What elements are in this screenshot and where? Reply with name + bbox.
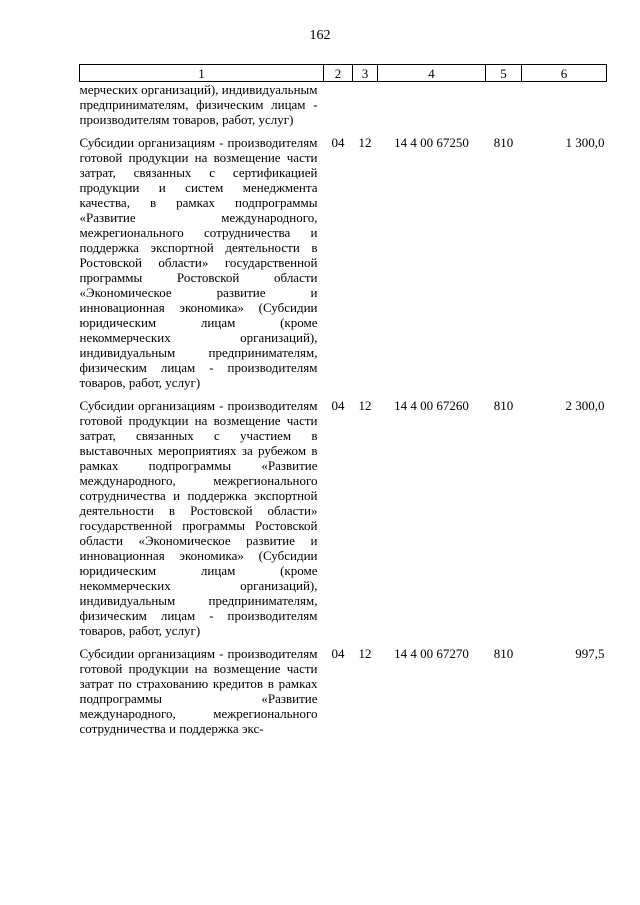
header-col-5: 5: [486, 65, 522, 82]
table-row: [80, 82, 607, 136]
row-expense-type: [486, 82, 522, 136]
row-description: мерческих организаций), индивидуальным предпринимателям, физическим лицам - производителям товаров, работ, услуг): [79, 82, 318, 127]
row-amount: 1 300,0: [565, 135, 605, 150]
header-col-4: 4: [378, 65, 486, 82]
table-header-row: [80, 65, 607, 82]
row-section: [324, 82, 353, 136]
row-section: 04: [331, 135, 345, 150]
row-subsection: [353, 82, 378, 136]
row-section: 04: [331, 646, 345, 661]
row-subsection: 12: [358, 135, 372, 150]
row-target-article: 14 4 00 67270: [394, 646, 469, 661]
budget-table: [79, 64, 607, 736]
page-number: 162: [309, 28, 331, 43]
row-amount: 997,5: [575, 646, 605, 661]
row-expense-type: 810: [493, 646, 514, 661]
row-section: 04: [331, 398, 345, 413]
row-subsection: 12: [358, 398, 372, 413]
row-description: Субсидии организациям - производителям готовой продукции на возмещение части затрат, связанных с сертификацией продукции и систем менеджмента качества, в рамках подпрограммы «Развитие международного, межрегионального сотрудничества и поддержка экспортной деятельности в Ростовской области» государственной программы Ростовской области «Экономическое развитие и инновационная экономика» (Субсидии юридическим лицам (кроме некоммерческих организаций), индивидуальным предпринимателям, физическим лицам - производителям товаров, работ, услуг): [79, 135, 318, 390]
table-row: [80, 135, 607, 398]
row-target-article: 14 4 00 67260: [394, 398, 469, 413]
header-col-6: 6: [522, 65, 607, 82]
row-subsection: 12: [358, 646, 372, 661]
header-col-3: 3: [353, 65, 378, 82]
row-amount: [522, 82, 607, 136]
row-amount: 2 300,0: [565, 398, 605, 413]
row-target-article: 14 4 00 67250: [394, 135, 469, 150]
row-expense-type: 810: [493, 398, 514, 413]
table-row: [80, 646, 607, 736]
row-target-article: [378, 82, 486, 136]
header-col-2: 2: [324, 65, 353, 82]
table-row: [80, 398, 607, 646]
row-expense-type: 810: [493, 135, 514, 150]
row-description: Субсидии организациям - производителям готовой продукции на возмещение части затрат, связанных с участием в выставочных мероприятиях за рубежом в рамках подпрограммы «Развитие международного, межрегионального сотрудничества и поддержка экспортной деятельности в Ростовской области» государственной программы Ростовской области «Экономическое развитие и инновационная экономика» (Субсидии юридическим лицам (кроме некоммерческих организаций), индивидуальным предпринимателям, физическим лицам - производителям товаров, работ, услуг): [79, 398, 318, 638]
header-col-1: 1: [80, 65, 324, 82]
row-description: Субсидии организациям - производителям готовой продукции на возмещение части затрат по страхованию кредитов в рамках подпрограммы «Развитие международного, межрегионального сотрудничества и поддержка экс-: [79, 646, 318, 736]
